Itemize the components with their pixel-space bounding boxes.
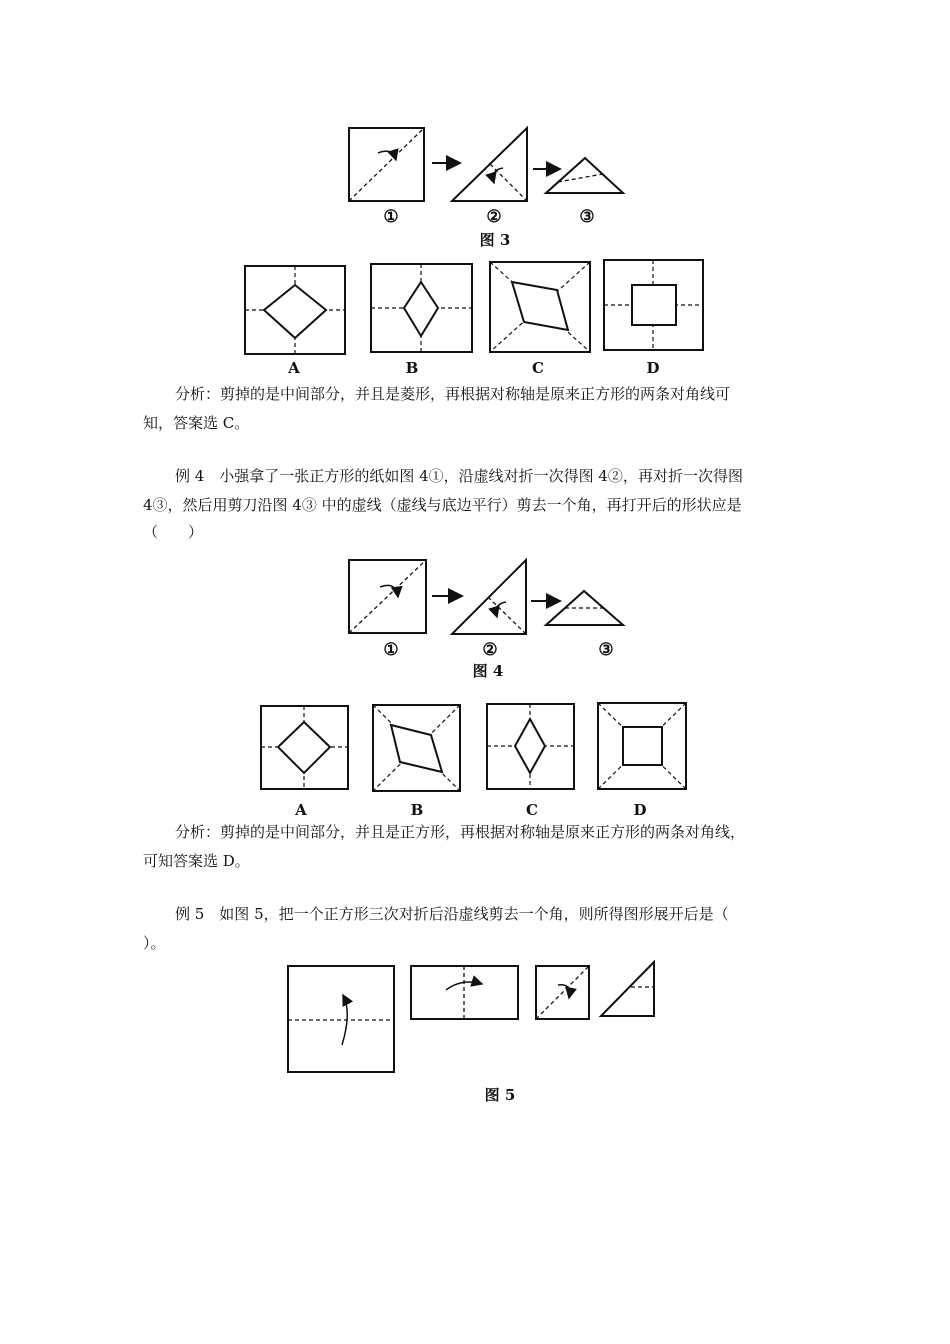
fig4-option-d-label: D [633,801,647,819]
fig3-option-d [604,260,703,350]
fig4-step2-label: ② [482,640,498,660]
example5-line2: ）。 [143,934,166,952]
fig3-option-d-label: D [646,359,660,377]
fig4-option-c [487,704,574,789]
fig3-step2-label: ② [486,207,502,227]
example4-line3: （ ） [143,523,204,541]
analysis3-line1: 分析：剪掉的是中间部分，并且是菱形，再根据对称轴是原来正方形的两条对角线可 [175,385,731,403]
analysis4-line1: 分析：剪掉的是中间部分，并且是正方形，再根据对称轴是原来正方形的两条对角线， [175,823,746,841]
fig4-step1-square [349,560,426,633]
fig3-step3-label: ③ [579,207,595,227]
fig4-step1-label: ① [383,640,399,660]
fig5-caption: 图 5 [484,1086,516,1104]
fig4-option-d [598,703,686,789]
analysis4-line2: 可知答案选 D。 [143,852,250,870]
fig3-step1-square [349,128,424,201]
fig4-option-b [373,705,460,791]
fig4-caption: 图 4 [472,662,504,680]
fig4-option-a [261,706,348,789]
fig4-option-b-label: B [410,801,424,819]
analysis3-line2: 知，答案选 C。 [143,414,250,432]
fig3-option-c [490,262,590,352]
example5-line1: 例 5 如图 5，把一个正方形三次对折后沿虚线剪去一个角，则所得图形展开后是（ [175,905,729,923]
example4-line2: 4③，然后用剪刀沿图 4③ 中的虚线（虚线与底边平行）剪去一个角，再打开后的形状应是 [143,496,742,514]
example4-line1: 例 4 小强拿了一张正方形的纸如图 4①，沿虚线对折一次得图 4②，再对折一次得图 [175,467,743,485]
fig3-option-a [245,266,345,354]
fig4-step3-label: ③ [598,640,614,660]
fig3-option-b-label: B [405,359,419,377]
fig5-step3-square [536,966,589,1019]
fig3-option-c-label: C [532,359,544,377]
fig5-step1-square [288,966,394,1072]
fig4-step2-triangle [452,560,526,634]
fig4-option-a-label: A [295,801,307,819]
fig4-option-c-label: C [526,801,538,819]
fig4-step3-triangle [546,591,623,625]
fig3-step3-triangle [546,158,623,193]
fig3-step1-label: ① [383,207,399,227]
fig3-step2-triangle [452,128,527,201]
fig3-option-b [371,264,472,352]
fig3-option-a-label: A [288,359,300,377]
fig3-caption: 图 3 [479,231,511,249]
fig5-step4-triangle [601,962,654,1016]
fig5-step2-rectangle [411,966,518,1019]
